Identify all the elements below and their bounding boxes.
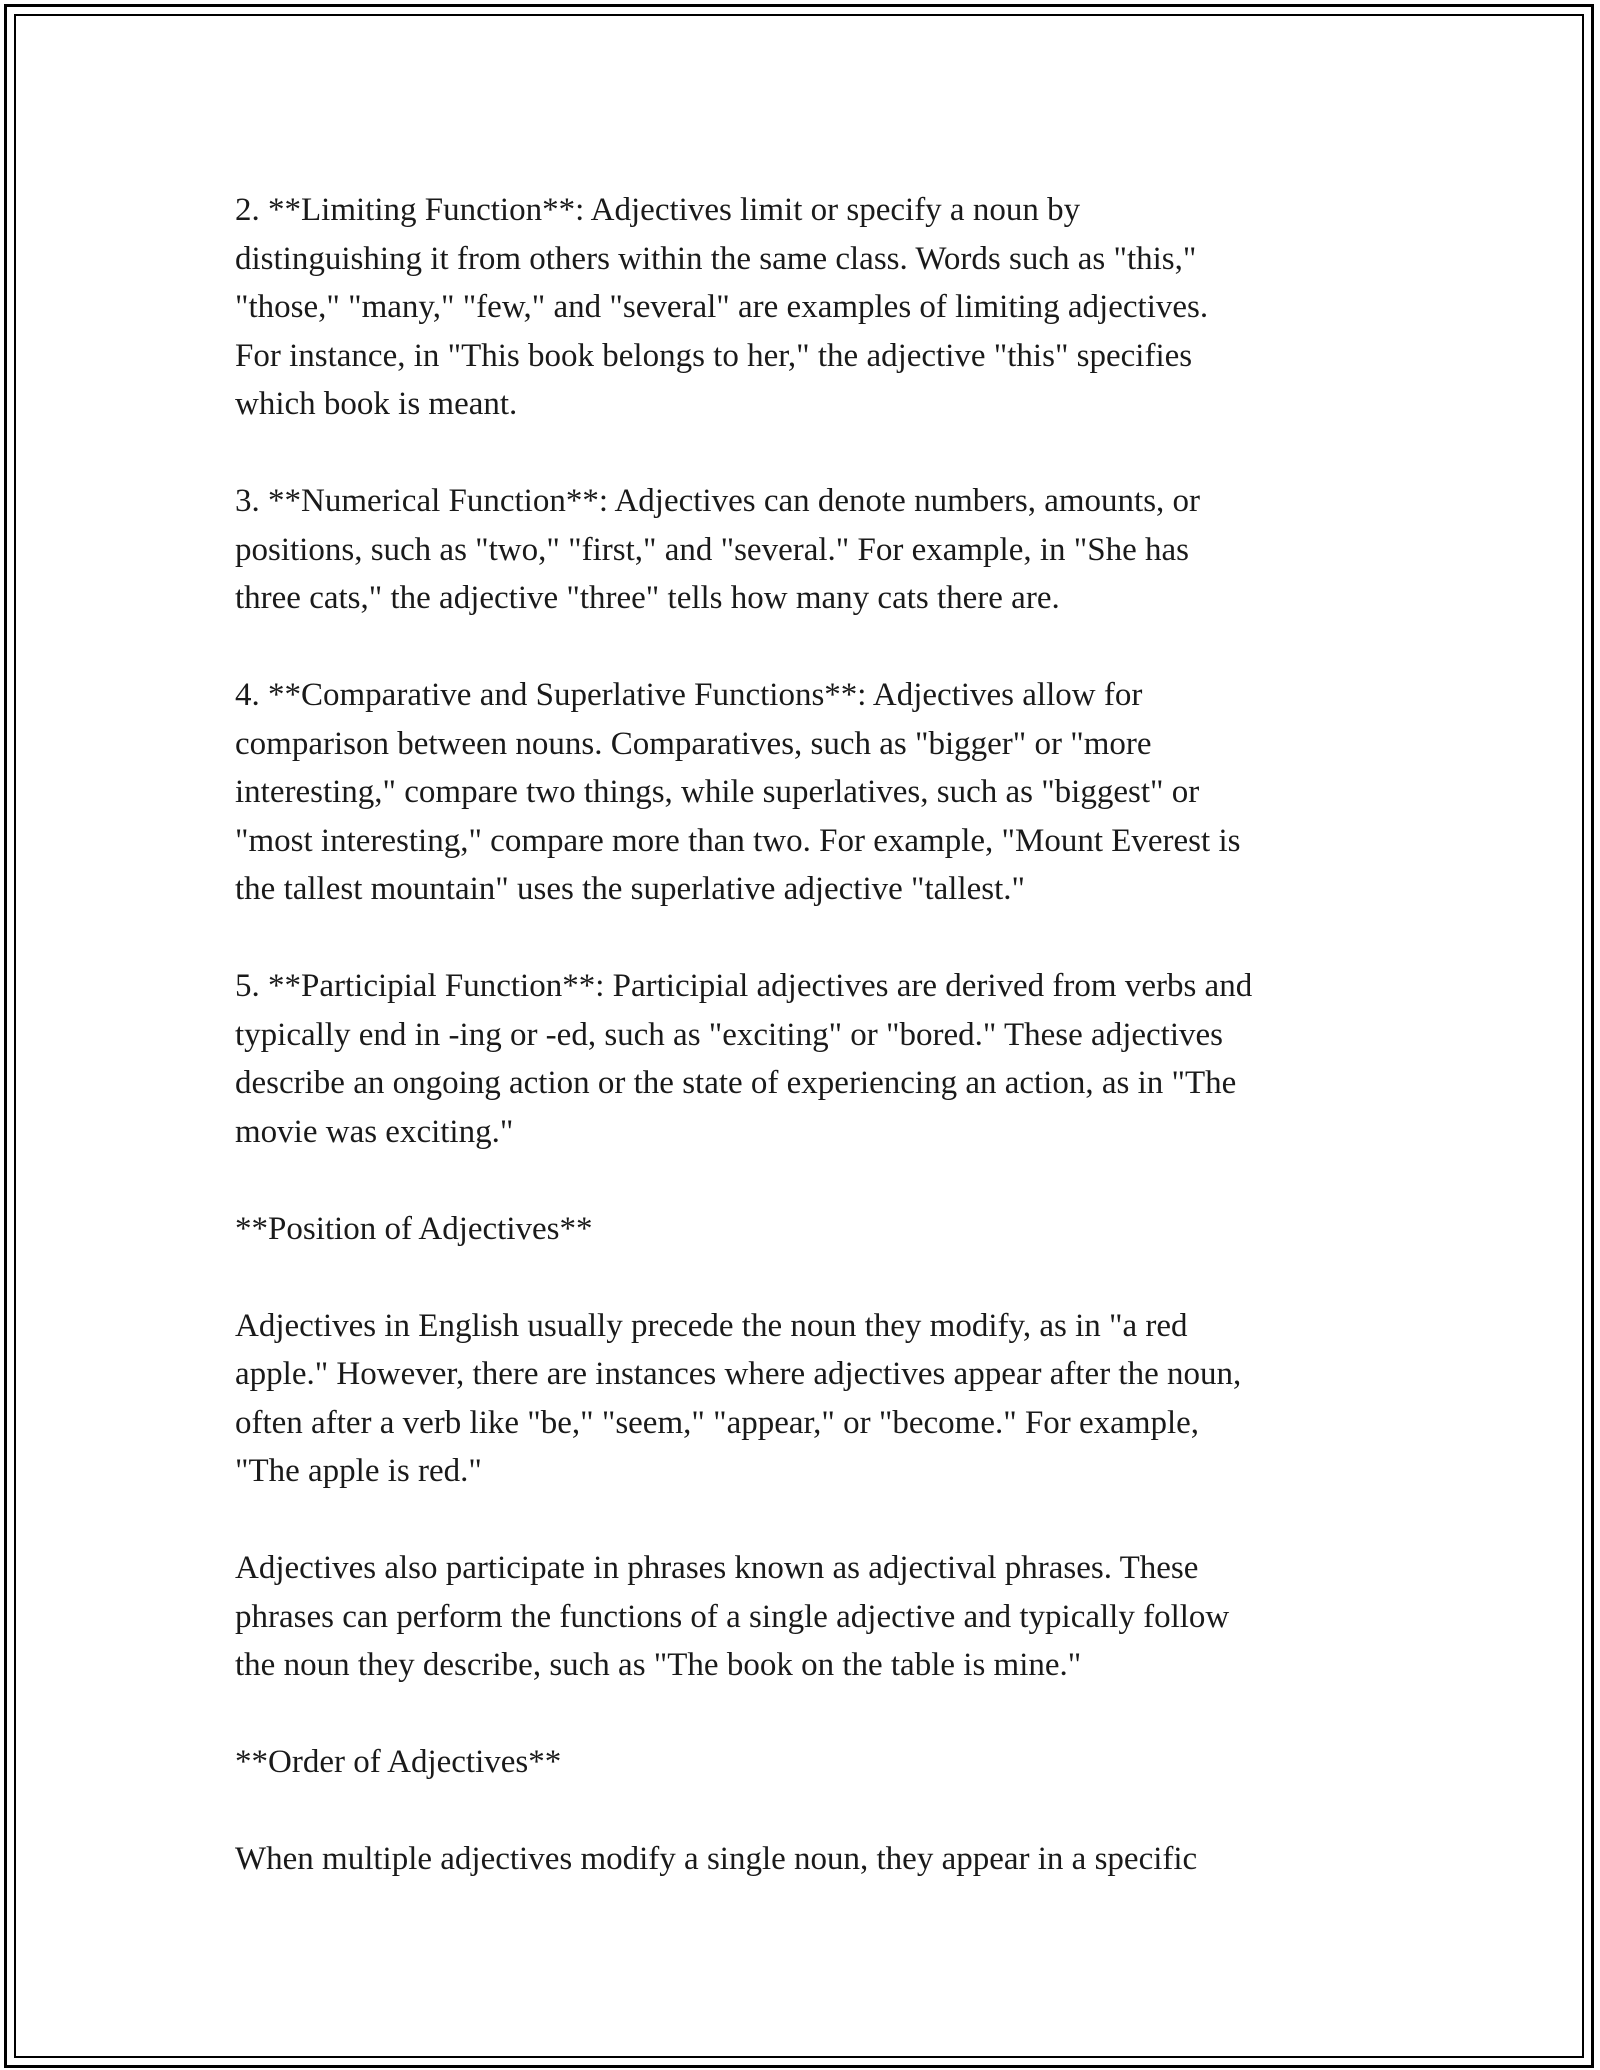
paragraph-numerical-function: 3. **Numerical Function**: Adjectives can denote numbers, amounts, or positions, such as "two," "first," and "several." For example, in "She has three cats," the adjective "three" tells how many cats there are. — [235, 483, 1201, 616]
paragraph-order-intro: When multiple adjectives modify a single noun, they appear in a specific — [235, 1841, 1198, 1877]
paragraph-adjectival-phrases: Adjectives also participate in phrases known as adjectival phrases. These phrases can perform the functions of a single adjective and typically follow the noun they describe, such as "The book on the table is mine." — [235, 1550, 1230, 1683]
document-body — [235, 186, 1375, 1884]
paragraph-limiting-function: 2. **Limiting Function**: Adjectives limit or specify a noun by distinguishing it from others within the same class. Words such as "this," "those," "many," "few," and "several" are examples of limiting adjectives. For instance, in "This book belongs to her," the adjective "this" specifies which book is meant. — [235, 192, 1209, 422]
heading-position-of-adjectives: **Position of Adjectives** — [235, 1210, 593, 1247]
heading-order-of-adjectives: **Order of Adjectives** — [235, 1744, 562, 1780]
paragraph-participial-function: 5. **Participial Function**: Participial adjectives are derived from verbs and typically end in -ing or -ed, such as "exciting" or "bored." These adjectives describe an ongoing action or the state of experiencing an action, as in "The movie was exciting." — [235, 968, 1253, 1150]
paragraph-comparative-superlative: 4. **Comparative and Superlative Functions**: Adjectives allow for comparison between nouns. Comparatives, such as "bigger" or "more interesting," compare two things, while superlatives, such as "biggest" or "most interesting," compare more than two. For example, "Mount Everest is the tallest mountain" uses the superlative adjective "tallest." — [235, 677, 1241, 907]
paragraph-position-usage: Adjectives in English usually precede the noun they modify, as in "a red apple." However, there are instances where adjectives appear after the noun, often after a verb like "be," "seem," "appear," or "become." For example, "The apple is red." — [235, 1307, 1242, 1489]
